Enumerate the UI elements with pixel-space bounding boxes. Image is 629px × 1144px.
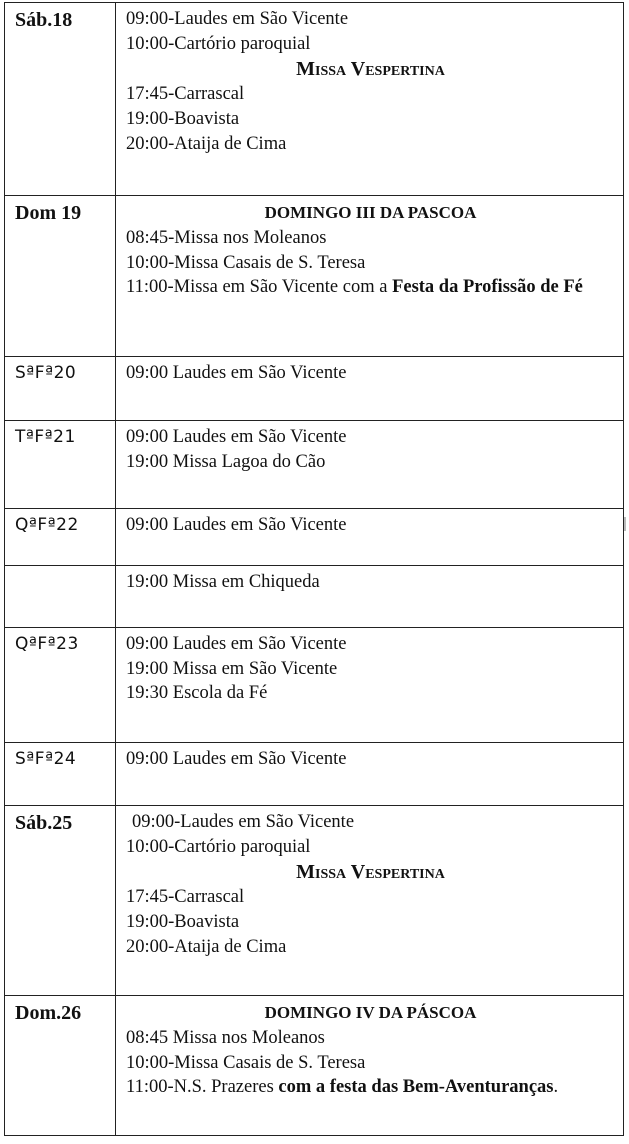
events-cell xyxy=(116,357,624,421)
event-text: 11:00-Missa em São Vicente com a xyxy=(126,277,393,298)
event-line xyxy=(126,450,615,475)
event-line xyxy=(126,275,615,300)
section-heading: Missa Vespertina xyxy=(296,58,445,81)
schedule-row xyxy=(5,196,624,357)
event-text: 09:00 Laudes em São Vicente xyxy=(126,427,347,447)
event-line xyxy=(126,1051,615,1076)
event-line xyxy=(126,82,615,107)
day-label: Sáb.25 xyxy=(15,812,73,834)
schedule-row xyxy=(5,3,624,196)
event-line xyxy=(126,1026,615,1051)
event-line xyxy=(126,251,615,276)
event-line xyxy=(126,361,615,386)
event-emphasis: Festa da Profissão de Fé xyxy=(392,277,583,298)
event-line xyxy=(126,681,615,706)
day-cell xyxy=(5,3,116,196)
day-cell xyxy=(5,509,116,566)
schedule-table xyxy=(4,2,624,1136)
schedule-row xyxy=(5,806,624,996)
event-line xyxy=(126,7,615,32)
section-heading: Missa Vespertina xyxy=(296,861,445,884)
day-label: Dom 19 xyxy=(15,202,82,224)
event-text: 10:00-Cartório paroquial xyxy=(126,33,311,54)
day-label: Dom.26 xyxy=(15,1002,82,1024)
events-cell xyxy=(116,806,624,996)
event-line xyxy=(126,910,615,935)
schedule-row xyxy=(5,566,624,628)
schedule-row xyxy=(5,743,624,806)
schedule-row xyxy=(5,996,624,1136)
event-text: 09:00-Laudes em São Vicente xyxy=(126,9,349,29)
day-cell xyxy=(5,421,116,509)
event-line xyxy=(126,835,615,860)
event-text: 19:00-Boavista xyxy=(126,109,240,130)
event-text: 19:00 Missa Lagoa do Cão xyxy=(126,451,326,472)
event-line xyxy=(126,747,615,772)
event-text: 08:45-Missa nos Moleanos xyxy=(126,228,327,248)
event-line xyxy=(126,657,615,682)
event-text: 09:00 Laudes em São Vicente xyxy=(126,515,347,535)
day-label: TªFª21 xyxy=(15,427,76,447)
event-text: 20:00-Ataija de Cima xyxy=(126,133,287,154)
section-heading: DOMINGO IV DA PÁSCOA xyxy=(264,1003,477,1022)
event-text: 09:00 Laudes em São Vicente xyxy=(126,749,347,769)
event-text: 11:00-N.S. Prazeres xyxy=(126,1077,279,1098)
event-text: 20:00-Ataija de Cima xyxy=(126,936,287,957)
event-line xyxy=(126,935,615,960)
day-label: QªFª23 xyxy=(15,634,79,654)
day-label: SªFª20 xyxy=(15,363,77,383)
event-text: 19:30 Escola da Fé xyxy=(126,683,268,704)
events-cell xyxy=(116,509,624,566)
event-line xyxy=(126,632,615,657)
schedule-row xyxy=(5,357,624,421)
event-text: 09:00 Laudes em São Vicente xyxy=(126,363,347,383)
day-cell xyxy=(5,196,116,357)
event-text: 10:00-Missa Casais de S. Teresa xyxy=(126,1052,366,1073)
event-text: 08:45 Missa nos Moleanos xyxy=(126,1028,325,1048)
day-cell xyxy=(5,806,116,996)
event-emphasis: com a festa das Bem-Aventuranças xyxy=(278,1077,554,1098)
day-cell xyxy=(5,357,116,421)
event-line xyxy=(126,810,615,835)
day-label: Sáb.18 xyxy=(15,9,73,31)
event-text: 17:45-Carrascal xyxy=(126,84,245,105)
event-text: 19:00-Boavista xyxy=(126,912,240,933)
events-cell xyxy=(116,628,624,743)
event-text: 09:00 Laudes em São Vicente xyxy=(126,634,347,654)
day-cell xyxy=(5,996,116,1136)
event-tail: . xyxy=(553,1077,559,1098)
day-cell xyxy=(5,743,116,806)
event-line xyxy=(126,226,615,251)
events-cell xyxy=(116,196,624,357)
page-edge-mark xyxy=(624,517,626,531)
events-cell xyxy=(116,996,624,1136)
day-cell xyxy=(5,566,116,628)
event-text: 19:00 Missa em Chiqueda xyxy=(126,572,320,592)
event-text: 10:00-Cartório paroquial xyxy=(126,836,311,857)
event-line xyxy=(126,570,615,595)
event-text: 10:00-Missa Casais de S. Teresa xyxy=(126,252,366,273)
event-line xyxy=(126,1075,615,1100)
events-cell xyxy=(116,3,624,196)
day-label: SªFª24 xyxy=(15,749,77,769)
event-text: 19:00 Missa em São Vicente xyxy=(126,658,338,679)
schedule-row xyxy=(5,421,624,509)
day-label: QªFª22 xyxy=(15,515,79,535)
event-text: 09:00-Laudes em São Vicente xyxy=(132,812,355,832)
event-line xyxy=(126,885,615,910)
schedule-row xyxy=(5,628,624,743)
schedule-row xyxy=(5,509,624,566)
event-line xyxy=(126,513,615,538)
event-text: 17:45-Carrascal xyxy=(126,887,245,908)
event-line xyxy=(126,132,615,157)
event-line xyxy=(126,107,615,132)
events-cell xyxy=(116,566,624,628)
day-cell xyxy=(5,628,116,743)
event-line xyxy=(126,425,615,450)
events-cell xyxy=(116,743,624,806)
event-line xyxy=(126,32,615,57)
events-cell xyxy=(116,421,624,509)
section-heading: DOMINGO III DA PASCOA xyxy=(264,203,477,222)
